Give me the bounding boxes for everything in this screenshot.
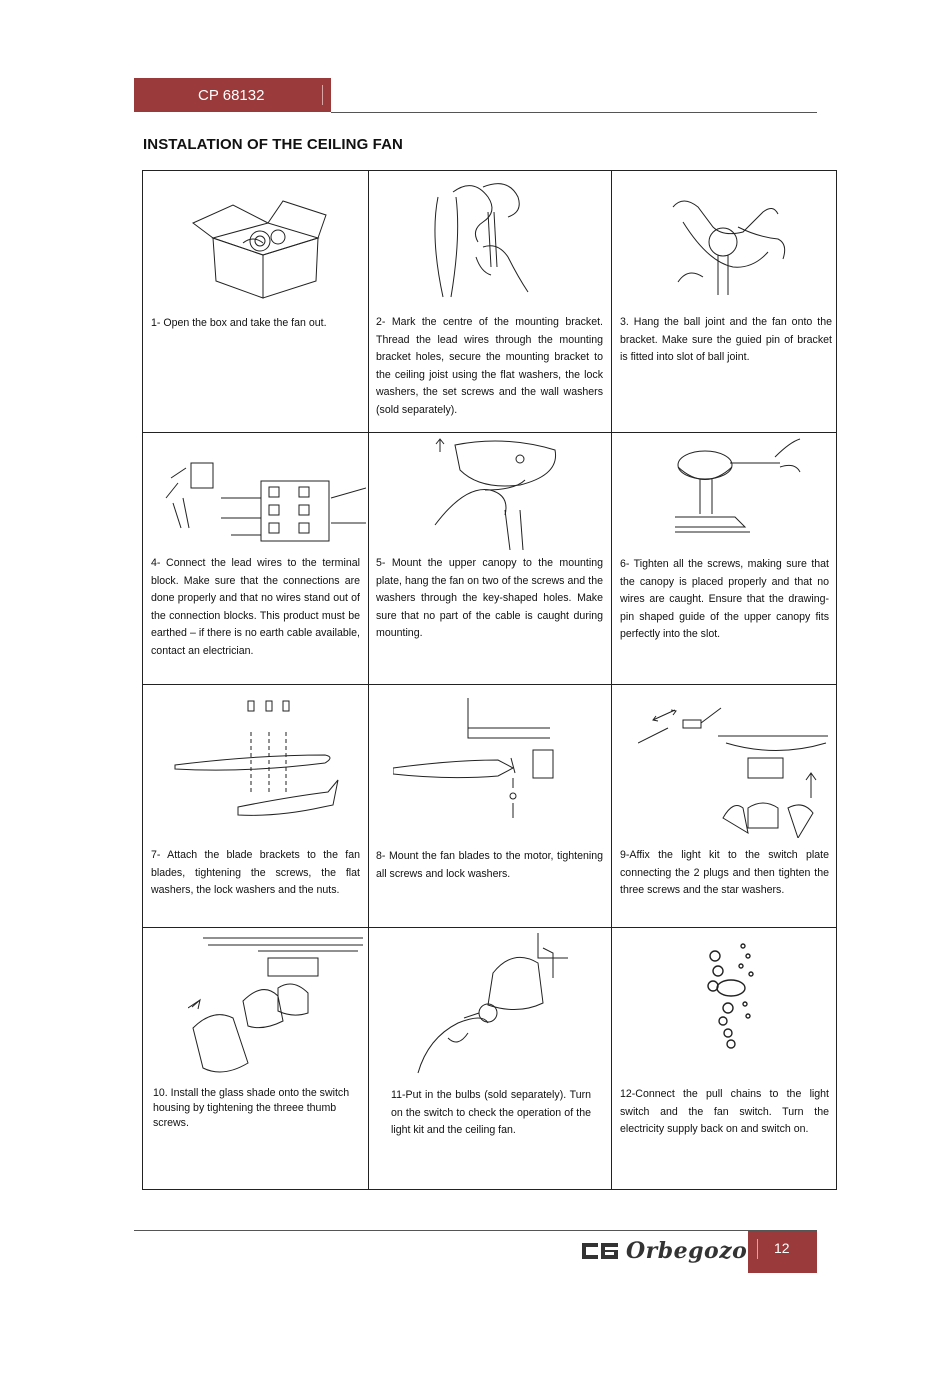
step-12-text: 12-Connect the pull chains to the light switch and the fan switch. Turn the electricity supply back on and switch on. — [620, 1088, 829, 1136]
step-10-text: 10. Install the glass shade onto the switch housing by tightening the threee thumb screws. — [153, 1087, 350, 1129]
bulb-icon — [413, 933, 568, 1078]
ball-joint-icon — [663, 187, 793, 297]
step-9-text: 9-Affix the light kit to the switch plate connecting the 2 plugs and then tighten the three screws and the star washers. — [620, 849, 829, 897]
step-8-text: 8- Mount the fan blades to the motor, tightening all screws and lock washers. — [376, 850, 603, 880]
blade-bracket-icon — [173, 697, 343, 827]
brand-mark-icon — [582, 1241, 618, 1261]
header-rule — [331, 112, 817, 113]
brand-name: Orbegozo — [626, 1238, 748, 1264]
box-icon — [188, 193, 328, 303]
page-title: INSTALATION OF THE CEILING FAN — [143, 136, 403, 153]
light-kit-icon — [638, 698, 833, 838]
grid-divider — [611, 171, 612, 1189]
instruction-grid — [142, 170, 837, 1190]
header-tab — [134, 78, 331, 112]
step-11-text: 11-Put in the bulbs (sold separately). Turn on the switch to check the operation of the light kit and the ceiling fan. — [391, 1089, 591, 1137]
grid-divider — [143, 927, 836, 928]
grid-divider — [368, 171, 369, 1189]
canopy-icon — [425, 435, 565, 550]
brand-logo — [582, 1238, 747, 1264]
terminal-block-icon — [161, 443, 366, 543]
step-6-text: 6- Tighten all the screws, making sure that the canopy is placed properly and that no wires are caught. Ensure that the drawing-pin shaped guide of the upper canopy fits perfectly into the slot. — [620, 558, 829, 641]
glass-shade-icon — [188, 933, 363, 1073]
model-number: CP 68132 — [198, 87, 265, 104]
grid-divider — [143, 684, 836, 685]
step-1-text: 1- Open the box and take the fan out. — [151, 317, 327, 329]
step-2-text: 2- Mark the centre of the mounting bracket. Thread the lead wires through the mounting bracket holes, secure the mounting bracket to the ceiling joist using the flat washers, the lock washers, the set screws and the wall washers (sold separately). — [376, 316, 603, 416]
step-7-text: 7- Attach the blade brackets to the fan blades, tightening the screws, the flat washers, the lock washers and the nuts. — [151, 849, 360, 897]
page-number: 12 — [774, 1240, 790, 1256]
page-tab-divider — [757, 1239, 758, 1259]
screwdriver-icon — [675, 437, 805, 552]
mounting-bracket-icon — [428, 177, 558, 302]
pull-chain-icon — [703, 936, 773, 1051]
footer-rule — [134, 1230, 817, 1231]
header-divider — [322, 85, 323, 105]
step-3-text: 3. Hang the ball joint and the fan onto the bracket. Make sure the guied pin of bracket is fitted into slot of ball joint. — [620, 316, 832, 364]
grid-divider — [143, 432, 836, 433]
step-5-text: 5- Mount the upper canopy to the mounting plate, hang the fan on two of the screws and the washers through the key-shaped holes. Make sure that no part of the cable is caught during mounting. — [376, 557, 603, 640]
page-number-tab — [748, 1231, 817, 1273]
step-4-text: 4- Connect the lead wires to the terminal block. Make sure that the connections are done properly and that no wires stand out of the connection blocks. This product must be earthed – if there is no earth cable available, contact an electrician. — [151, 557, 360, 657]
fan-blade-icon — [393, 698, 563, 828]
